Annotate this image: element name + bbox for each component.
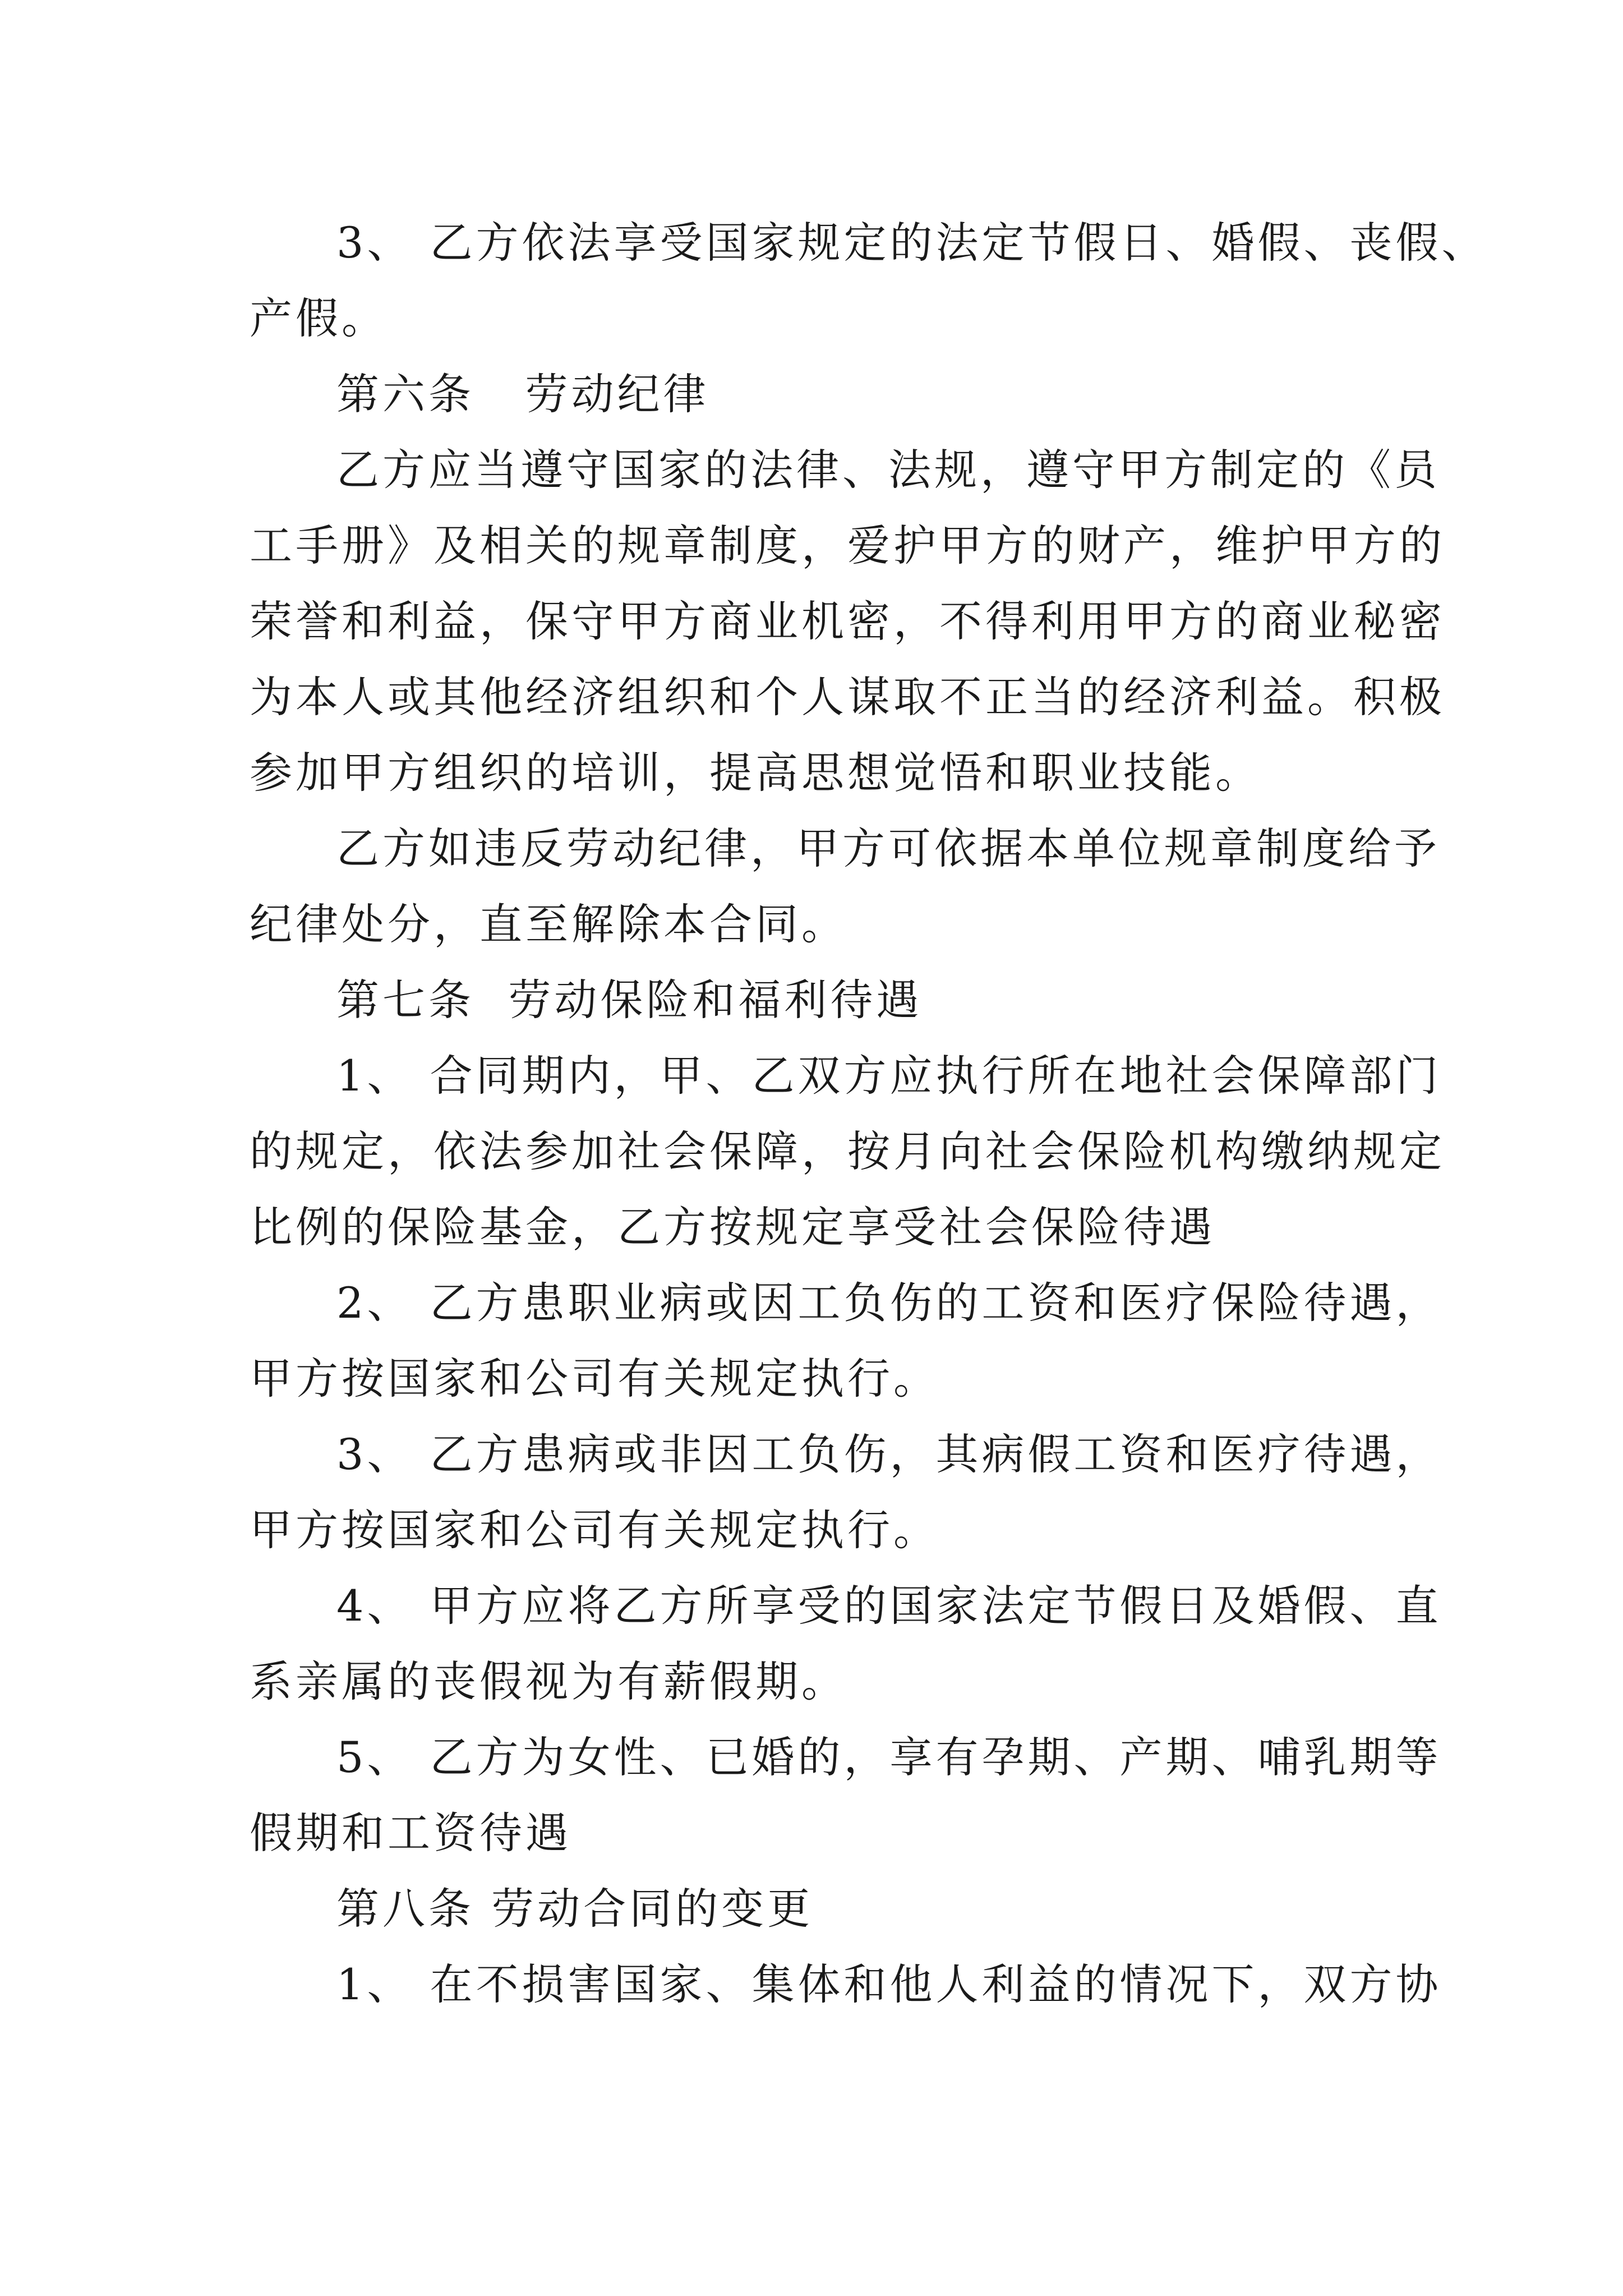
section-heading: 第七条 劳动保险和福利待遇 xyxy=(336,975,923,1025)
text-line: 4、 甲方应将乙方所享受的国家法定节假日及婚假、直 xyxy=(336,1581,1442,1631)
text-line: 的规定，依法参加社会保障，按月向社会保险机构缴纳规定 xyxy=(250,1126,1445,1176)
text-line: 5、 乙方为女性、已婚的，享有孕期、产期、哺乳期等 xyxy=(336,1732,1442,1782)
text-line: 2、 乙方患职业病或因工负伤的工资和医疗保险待遇， xyxy=(336,1278,1442,1328)
section-heading: 第八条 劳动合同的变更 xyxy=(336,1884,814,1934)
text-line: 为本人或其他经济组织和个人谋取不正当的经济利益。积极 xyxy=(250,672,1445,722)
text-line: 假期和工资待遇 xyxy=(250,1808,571,1858)
text-line: 甲方按国家和公司有关规定执行。 xyxy=(250,1354,939,1404)
text-line: 比例的保险基金，乙方按规定享受社会保险待遇 xyxy=(250,1202,1215,1252)
text-line: 3、 乙方依法享受国家规定的法定节假日、婚假、丧假、 xyxy=(336,218,1488,268)
text-line: 3、 乙方患病或非因工负伤，其病假工资和医疗待遇， xyxy=(336,1429,1442,1479)
text-line: 系亲属的丧假视为有薪假期。 xyxy=(250,1657,847,1706)
text-line: 产假。 xyxy=(250,293,388,343)
text-line: 乙方应当遵守国家的法律、法规，遵守甲方制定的《员 xyxy=(336,445,1440,495)
text-line: 乙方如违反劳动纪律，甲方可依据本单位规章制度给予 xyxy=(336,823,1440,873)
text-line: 1、 在不损害国家、集体和他人利益的情况下，双方协 xyxy=(336,1959,1442,2009)
text-line: 1、 合同期内，甲、乙双方应执行所在地社会保障部门 xyxy=(336,1051,1442,1101)
text-line: 工手册》及相关的规章制度，爱护甲方的财产，维护甲方的 xyxy=(250,521,1445,570)
section-heading: 第六条 劳动纪律 xyxy=(336,369,709,419)
text-line: 荣誉和利益，保守甲方商业机密，不得利用甲方的商业秘密 xyxy=(250,596,1445,646)
text-line: 纪律处分，直至解除本合同。 xyxy=(250,899,847,949)
text-line: 参加甲方组织的培训，提高思想觉悟和职业技能。 xyxy=(250,748,1261,798)
text-line: 甲方按国家和公司有关规定执行。 xyxy=(250,1505,939,1555)
